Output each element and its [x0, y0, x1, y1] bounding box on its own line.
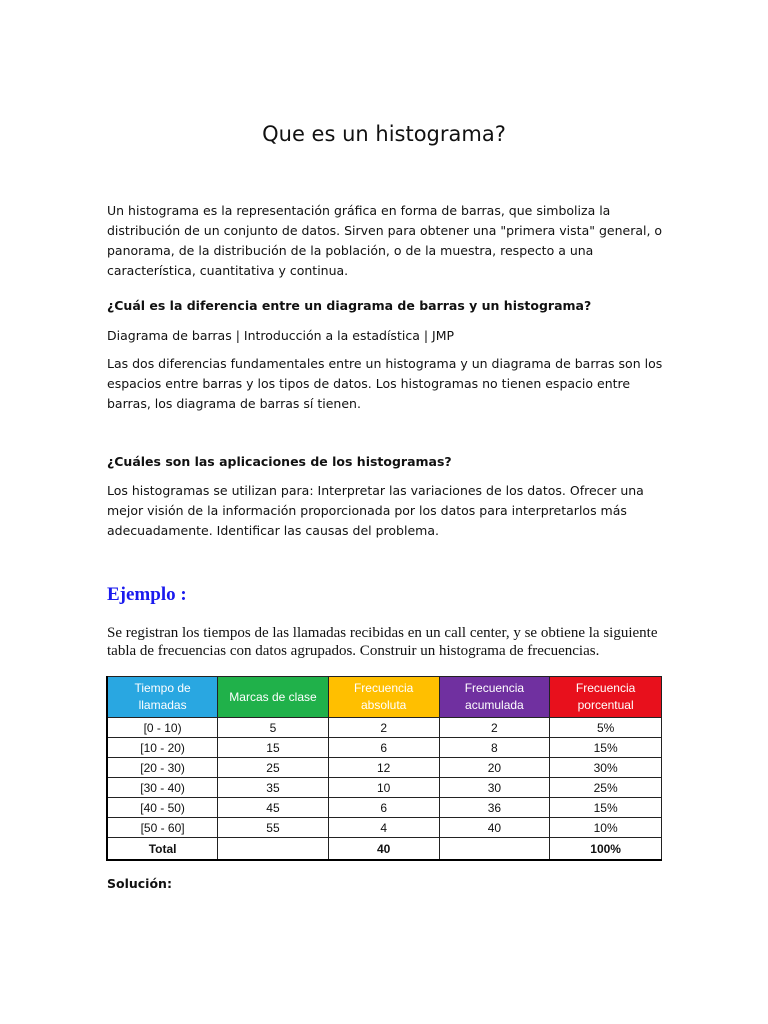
header-acumulada: Frecuencia acumulada: [439, 677, 550, 718]
table-cell: 6: [328, 738, 439, 758]
table-cell: 45: [218, 798, 329, 818]
table-total-row: [107, 838, 662, 861]
example-paragraph: Se registran los tiempos de las llamadas recibidas en un call center, y se obtiene la siguiente tabla de frecuencias con datos agrupados. Construir un histograma de frecuencias.: [107, 625, 658, 659]
table-header-row: [107, 677, 662, 718]
table-row: [107, 798, 662, 818]
table-cell: 5%: [550, 718, 662, 738]
table-cell: 2: [328, 718, 439, 738]
intro-paragraph: Un histograma es la representación gráfica en forma de barras, que simboliza la distribución de un conjunto de datos. Sirven para obtener una "primera vista" general, o panorama, de la distribución de la población, o de la muestra, respecto a una característica, cuantitativa y continua.: [107, 203, 663, 278]
page-title: Que es un histograma?: [262, 122, 506, 146]
table-cell: [218, 838, 329, 861]
example-heading: Ejemplo :: [107, 584, 187, 605]
table-cell: 20: [439, 758, 550, 778]
header-absoluta: Frecuencia absoluta: [328, 677, 439, 718]
table-cell: 15: [218, 738, 329, 758]
table-cell: 15%: [550, 738, 662, 758]
table-cell: [40 - 50): [107, 798, 218, 818]
section-heading-applications: ¿Cuáles son las aplicaciones de los histogramas?: [107, 454, 452, 469]
table-cell: [0 - 10): [107, 718, 218, 738]
table-row: [107, 758, 662, 778]
table-row: [107, 818, 662, 838]
table-cell: [10 - 20): [107, 738, 218, 758]
total-absoluta: 40: [328, 838, 439, 861]
table-cell: [439, 838, 550, 861]
table-cell: 25%: [550, 778, 662, 798]
table-cell: 8: [439, 738, 550, 758]
table-cell: [50 - 60]: [107, 818, 218, 838]
table-row: [107, 778, 662, 798]
applications-paragraph: Los histogramas se utilizan para: Interpretar las variaciones de los datos. Ofrecer una mejor visión de la información proporcionada por los datos para interpretarlos más adecuadamente. Identificar las causas del problema.: [107, 483, 644, 538]
table-cell: 55: [218, 818, 329, 838]
header-tiempo: Tiempo de llamadas: [107, 677, 218, 718]
header-marcas: Marcas de clase: [218, 677, 329, 718]
table-row: [107, 738, 662, 758]
table-cell: 6: [328, 798, 439, 818]
table-cell: 30%: [550, 758, 662, 778]
table-cell: [20 - 30): [107, 758, 218, 778]
table-cell: 40: [439, 818, 550, 838]
solution-label: Solución:: [107, 876, 172, 891]
total-porcentual: 100%: [550, 838, 662, 861]
table-cell: 36: [439, 798, 550, 818]
table-cell: 4: [328, 818, 439, 838]
section-heading-difference: ¿Cuál es la diferencia entre un diagrama de barras y un histograma?: [107, 298, 592, 313]
table-cell: 5: [218, 718, 329, 738]
frequency-table: [106, 676, 662, 861]
table-cell: 10: [328, 778, 439, 798]
table-cell: 30: [439, 778, 550, 798]
table-cell: 25: [218, 758, 329, 778]
difference-paragraph: Las dos diferencias fundamentales entre un histograma y un diagrama de barras son los espacios entre barras y los tipos de datos. Los histogramas no tienen espacio entre barras, los diagrama de barras sí tienen.: [107, 356, 663, 411]
table-cell: 10%: [550, 818, 662, 838]
table-cell: 2: [439, 718, 550, 738]
header-porcentual: Frecuencia porcentual: [550, 677, 662, 718]
total-label: Total: [107, 838, 218, 861]
table-row: [107, 718, 662, 738]
table-cell: 15%: [550, 798, 662, 818]
table-cell: 12: [328, 758, 439, 778]
table-cell: 35: [218, 778, 329, 798]
source-reference: Diagrama de barras | Introducción a la estadística | JMP: [107, 328, 455, 343]
table-cell: [30 - 40): [107, 778, 218, 798]
